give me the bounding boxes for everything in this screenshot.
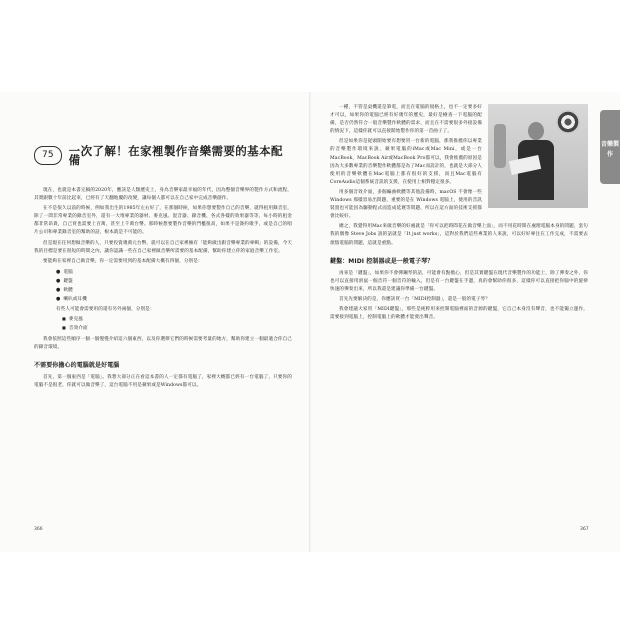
right-page [330, 104, 588, 324]
chapter-heading [34, 146, 292, 165]
left-paragraph-3: 但是現在任何想做音樂的人，只要投資幾萬元台幣，就可以在自己家裡擁有「能夠做出跟音樂專業的專輯」的設備，今天我的目標是要在很短的時間之內，讓你認識一些在自己家裡做音樂所需要的基本配備，幫助你建立你的家庭音樂工作室。 [34, 240, 292, 254]
right-paragraph-6: 首先先要解決的是，你應該買一台「MIDI控制器」，還是一般的電子琴？ [339, 296, 490, 302]
list-item: ● 軟體 [56, 286, 292, 295]
dartboard-image [556, 110, 580, 134]
left-paragraph-4: 要能夠在家裡自己做音樂，你一定需要用到的基本配備大概有四個，分別是： [43, 258, 203, 264]
right-paragraph-3: 用多個音效介面，多個編曲軟體等其他設備時，macOS 不會像一些 Windows 那樣容易出問題，重要的是在 Windows 電腦上，使用的音訊裝置也可能因為驅動程式而造成延遲等問題，所以在這方面的技術支援都會比較好。 [330, 189, 482, 220]
left-paragraph-6: 首先，第一個東西是「電腦」。我想大部分正在看這本書的人一定都有電腦了，家裡大概都已經有一台電腦了，只要你的電腦不是很老，你就可以做音樂了，這台電腦不用是蘋果或是Windows都可以。 [34, 374, 292, 388]
optional-note: 有些人可能會需要用的還有另外兩個，分別是： [56, 307, 155, 313]
list-item: ● 鍵盤 [56, 277, 292, 286]
optional-list [62, 315, 292, 333]
page-number-left: 366 [34, 527, 43, 532]
right-paragraph-2: 但是如果你是從頭開始要有想要買一台新的電腦，那我推薦你以專業的音樂製作環境來說，蘋果電腦的iMac或Mac Mini，或是一台MacBook，MacBook Air或MacBook Pro都可以，我會推薦的原因是因為大多數專業的音樂製作軟體都是為了Mac而設計的，也就是大部分人使用的音樂軟體在Mac電腦上都有很好的支援，而且Mac電腦有CoreAudio這個系統音訊的支援，在使用上相對穩定很多。 [330, 139, 482, 185]
list-item: ● 喇叭或耳機 [56, 295, 292, 304]
left-page [34, 104, 292, 392]
author-photo [488, 104, 588, 208]
page-number-right: 367 [580, 527, 589, 532]
section-heading: 不需要你擔心的電腦就是好電腦 [34, 361, 120, 369]
book-gutter [309, 92, 311, 552]
list-item: ■ 音效介面 [62, 324, 292, 333]
equipment-list [56, 268, 292, 304]
right-paragraph-5: 再來是「鍵盤」，如果你不會彈鋼琴的話，可能會有點擔心，但是其實鍵盤在現代音樂製作的功能上，除了彈奏之外，你也可以直接用滑鼠一個音符一個音符的輸入，但是有一台鍵盤在手邊，真的會幫助你很多，這樣你可以直接把你腦中的旋律快速的彈奏出來，所以我還是建議你準備一台鍵盤。 [330, 270, 588, 292]
list-item: ● 電腦 [56, 268, 292, 277]
left-paragraph-2: 在不是很久以前的時候，例如我出生的1985年左右好了，在那個時候，如果你想要製作自己的音樂，就得租用錄音室，除了一間非常專業的錄音室外，還有一大堆專業的器材、麥克風、混音器、錄音機、各式各樣的效果器等等，每小時的租金都非常昂貴，自己買也需要上百萬，甚至上千萬台幣。那時候想要製作音樂的門檻很高，如果不是簽約歌手，或是自己的唱片公司和專業錄音室的幫助的話，根本就是不可能的。 [34, 206, 292, 236]
right-paragraph-4: 總之，我覺得用Mac來做音樂的好處就是「你可以把時間花在做音樂上面」，而不用花時間在處理電腦本身的問題，套句我的偶像 Steve Jobs 說的話就是「It just works」，這對於我們這些專業的人來說，可以好好專注在工作完成，不需要去煩惱電腦的問題，這就是重點。 [330, 224, 588, 246]
left-paragraph-1: 現在，也就是本書完稿的2020年，應該是人類歷史上，身為音樂家最幸福的年代，因為整個音樂界的製作方式和流程，其實跟數十年前比起來，已經有了天翻地覆的改變，讓每個人都可以在自己家中完成音樂創作。 [34, 188, 292, 202]
chapter-tab: 音樂製作 [600, 110, 620, 184]
right-paragraph-7: 我會建議大家買「MIDI鍵盤」，那些是純粹用來控制電腦裡面的音源的鍵盤，它自己本身沒有聲音，也不能獨立運作，需要接到電腦上，控制電腦上的軟體才能發出聲音。 [330, 307, 588, 321]
section-heading: 鍵盤：MIDI 控制器或是一般電子琴？ [330, 257, 434, 265]
list-item: ■ 麥克風 [62, 315, 292, 324]
left-paragraph-5: 我會依照這些順序一個一個慢慢介紹這六個東西，以及你選擇它們的時候需要考量的地方，幫助你建立一個最適合你自己的錄音環境。 [34, 336, 292, 350]
chapter-number: 75 [34, 146, 62, 165]
chapter-title: 一次了解！在家裡製作音樂需要的基本配備 [68, 144, 283, 167]
right-paragraph-1: 一種，不管是桌機還是筆電，而且在電腦的規格上，也不一定要多好才可以，如果你的電腦已經有好幾年的歷史，最好是檢查一下電腦的配備，是否仍然符合一般音樂製作軟體的需求，而且在不需要很多外接設備的情況下，這樣你就可以直接開始製作你的第一首曲子了。 [330, 105, 482, 135]
